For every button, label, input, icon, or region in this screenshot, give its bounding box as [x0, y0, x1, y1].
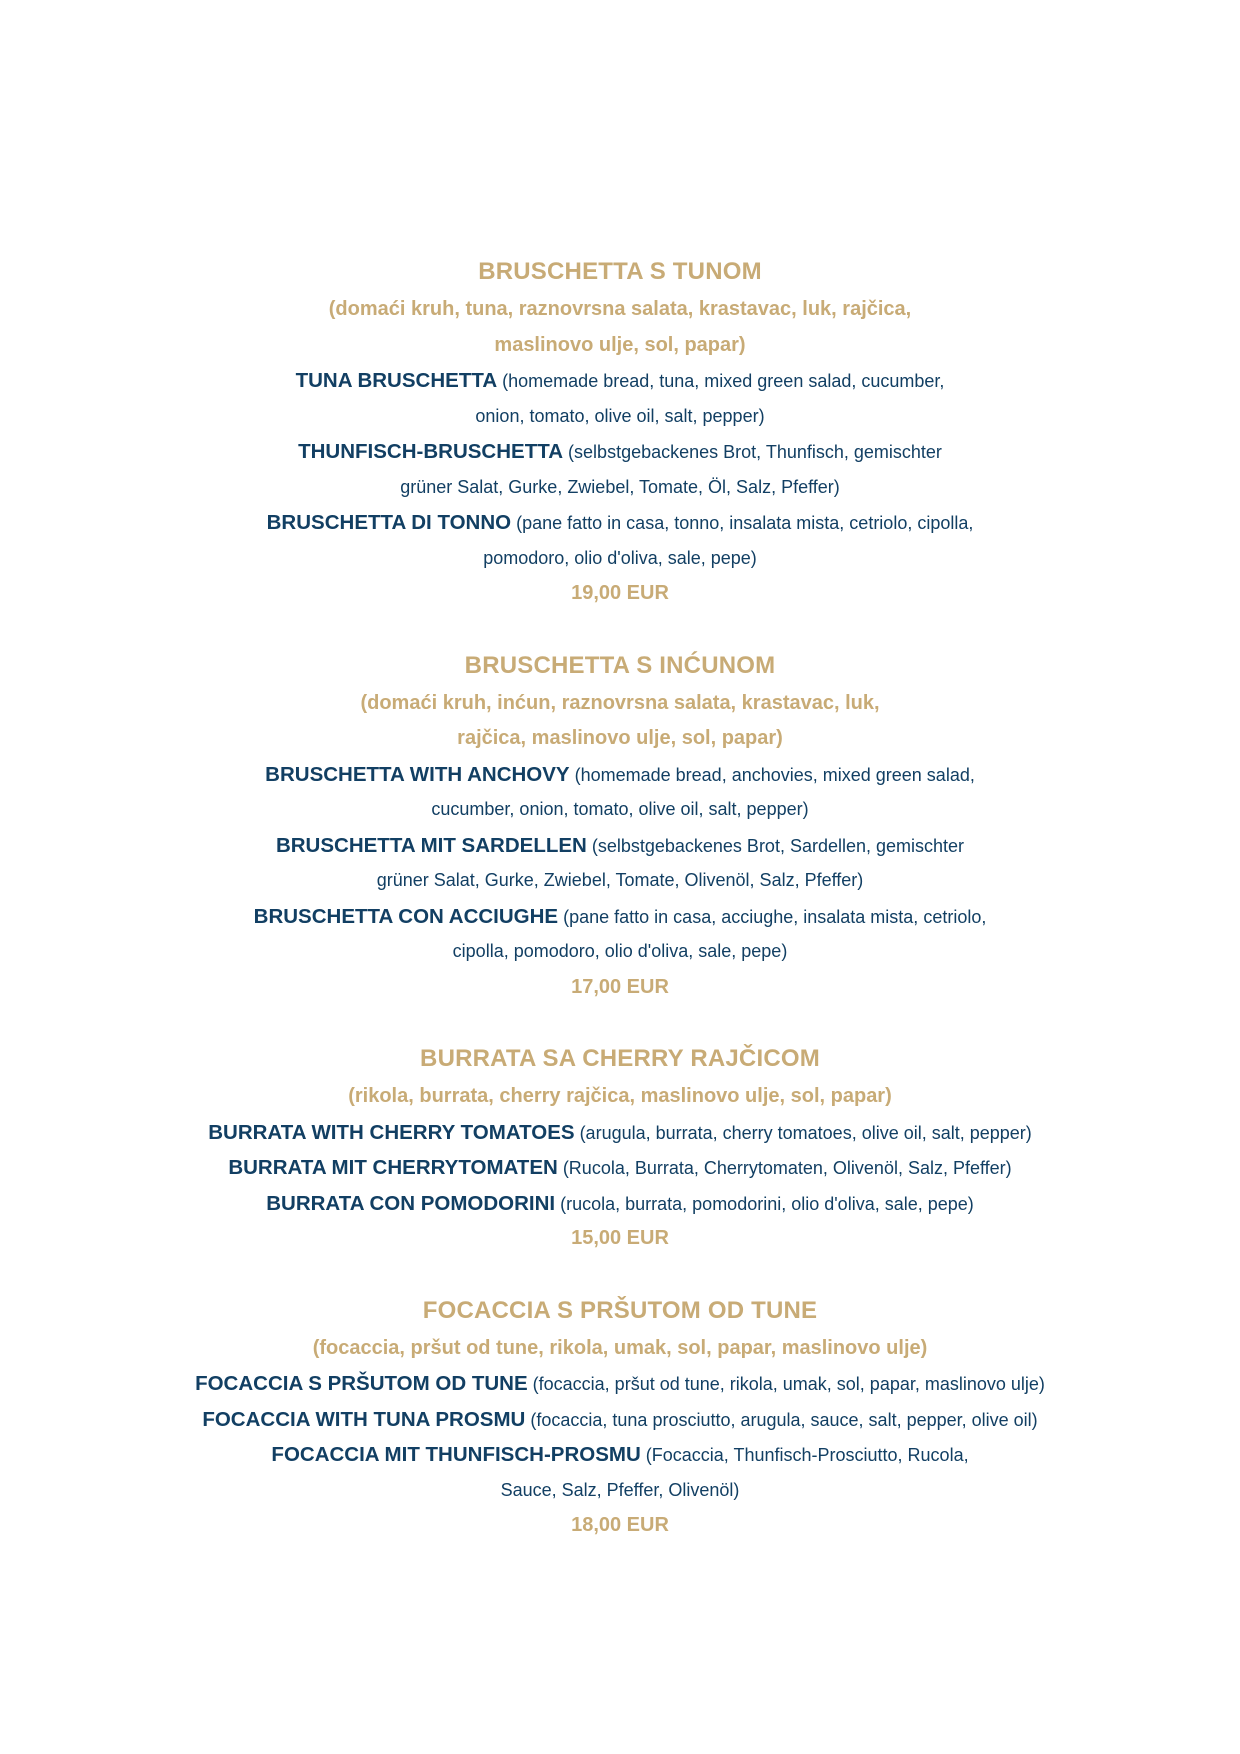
translation-desc: (focaccia, pršut od tune, rikola, umak, sol, papar, maslinovo ulje) [527, 1374, 1045, 1394]
translation-de [0, 434, 1240, 470]
translation-de-cont: grüner Salat, Gurke, Zwiebel, Tomate, Olivenöl, Salz, Pfeffer) [376, 870, 864, 890]
translation-desc: (selbstgebackenes Brot, Sardellen, gemischter [586, 835, 965, 856]
translation-name: BURRATA CON POMODORINI [266, 1191, 556, 1215]
translation-name: TUNA BRUSCHETTA [295, 369, 498, 392]
local-description: (rikola, burrata, cherry rajčica, maslinovo ulje, sol, papar) [348, 1085, 892, 1107]
dish-title: BRUSCHETTA S TUNOM [478, 258, 762, 285]
translation-desc: (arugula, burrata, cherry tomatoes, olive oil, salt, pepper) [574, 1122, 1032, 1143]
translation-en [0, 757, 1240, 793]
local-description: (focaccia, pršut od tune, rikola, umak, sol, papar, maslinovo ulje) [312, 1336, 928, 1359]
translation-de [0, 828, 1240, 864]
translation-desc: (Rucola, Burrata, Cherrytomaten, Olivenöl, Salz, Pfeffer) [557, 1158, 1012, 1178]
translation-de [0, 1150, 1240, 1186]
translation-name: BURRATA MIT CHERRYTOMATEN [228, 1156, 558, 1179]
translation-it [0, 899, 1240, 935]
local-description: (domaći kruh, inćun, raznovrsna salata, krastavac, luk, [360, 691, 880, 714]
local-description-cont: maslinovo ulje, sol, papar) [494, 333, 746, 356]
dish-title: BURRATA SA CHERRY RAJČICOM [420, 1045, 820, 1072]
translation-it-cont: cipolla, pomodoro, olio d'oliva, sale, pepe) [452, 941, 788, 961]
menu-item-bruschetta-tuna [0, 252, 1240, 612]
translation-desc: (Focaccia, Thunfisch-Prosciutto, Rucola, [640, 1445, 969, 1465]
translation-name: BRUSCHETTA MIT SARDELLEN [275, 833, 587, 857]
translation-en-cont: onion, tomato, olive oil, salt, pepper) [475, 405, 765, 426]
price: 15,00 EUR [571, 1227, 669, 1249]
translation-desc: (pane fatto in casa, acciughe, insalata mista, cetriolo, [558, 906, 987, 927]
menu-item-burrata [0, 1039, 1240, 1257]
translation-en [0, 1402, 1240, 1438]
translation-hr [0, 1366, 1240, 1402]
menu-item-bruschetta-anchovy [0, 646, 1240, 1006]
translation-it-cont: pomodoro, olio d'oliva, sale, pepe) [483, 547, 757, 568]
translation-name: BURRATA WITH CHERRY TOMATOES [208, 1120, 575, 1144]
translation-it [0, 505, 1240, 541]
translation-name: FOCACCIA S PRŠUTOM OD TUNE [195, 1372, 528, 1395]
local-description-cont: rajčica, maslinovo ulje, sol, papar) [457, 727, 783, 749]
price: 17,00 EUR [571, 975, 669, 998]
translation-it [0, 1186, 1240, 1222]
translation-name: BRUSCHETTA CON ACCIUGHE [253, 904, 559, 928]
translation-de-cont: Sauce, Salz, Pfeffer, Olivenöl) [500, 1479, 740, 1500]
translation-de-cont: grüner Salat, Gurke, Zwiebel, Tomate, Öl, Salz, Pfeffer) [400, 476, 840, 497]
translation-name: THUNFISCH-BRUSCHETTA [298, 440, 564, 463]
translation-name: FOCACCIA WITH TUNA PROSMU [202, 1407, 526, 1431]
translation-desc: (rucola, burrata, pomodorini, olio d'oliva, sale, pepe) [555, 1193, 974, 1214]
price: 19,00 EUR [571, 582, 669, 604]
translation-de [0, 1437, 1240, 1473]
translation-desc: (pane fatto in casa, tonno, insalata mista, cetriolo, cipolla, [511, 513, 974, 533]
translation-desc: (selbstgebackenes Brot, Thunfisch, gemischter [563, 442, 942, 462]
menu-item-focaccia [0, 1291, 1240, 1544]
local-description: (domaći kruh, tuna, raznovrsna salata, krastavac, luk, rajčica, [328, 298, 912, 320]
translation-en-cont: cucumber, onion, tomato, olive oil, salt, pepper) [431, 799, 809, 819]
dish-title: FOCACCIA S PRŠUTOM OD TUNE [422, 1296, 818, 1324]
translation-desc: (focaccia, tuna prosciutto, arugula, sauce, salt, pepper, olive oil) [525, 1409, 1038, 1430]
translation-name: BRUSCHETTA DI TONNO [266, 511, 512, 534]
translation-name: FOCACCIA MIT THUNFISCH-PROSMU [271, 1443, 641, 1466]
price: 18,00 EUR [571, 1514, 669, 1536]
translation-en [0, 1115, 1240, 1151]
translation-name: BRUSCHETTA WITH ANCHOVY [265, 762, 570, 786]
translation-en [0, 363, 1240, 399]
menu [0, 252, 1240, 1578]
translation-desc: (homemade bread, tuna, mixed green salad, cucumber, [497, 371, 945, 391]
translation-desc: (homemade bread, anchovies, mixed green salad, [569, 764, 975, 785]
dish-title: BRUSCHETTA S INĆUNOM [464, 651, 776, 679]
